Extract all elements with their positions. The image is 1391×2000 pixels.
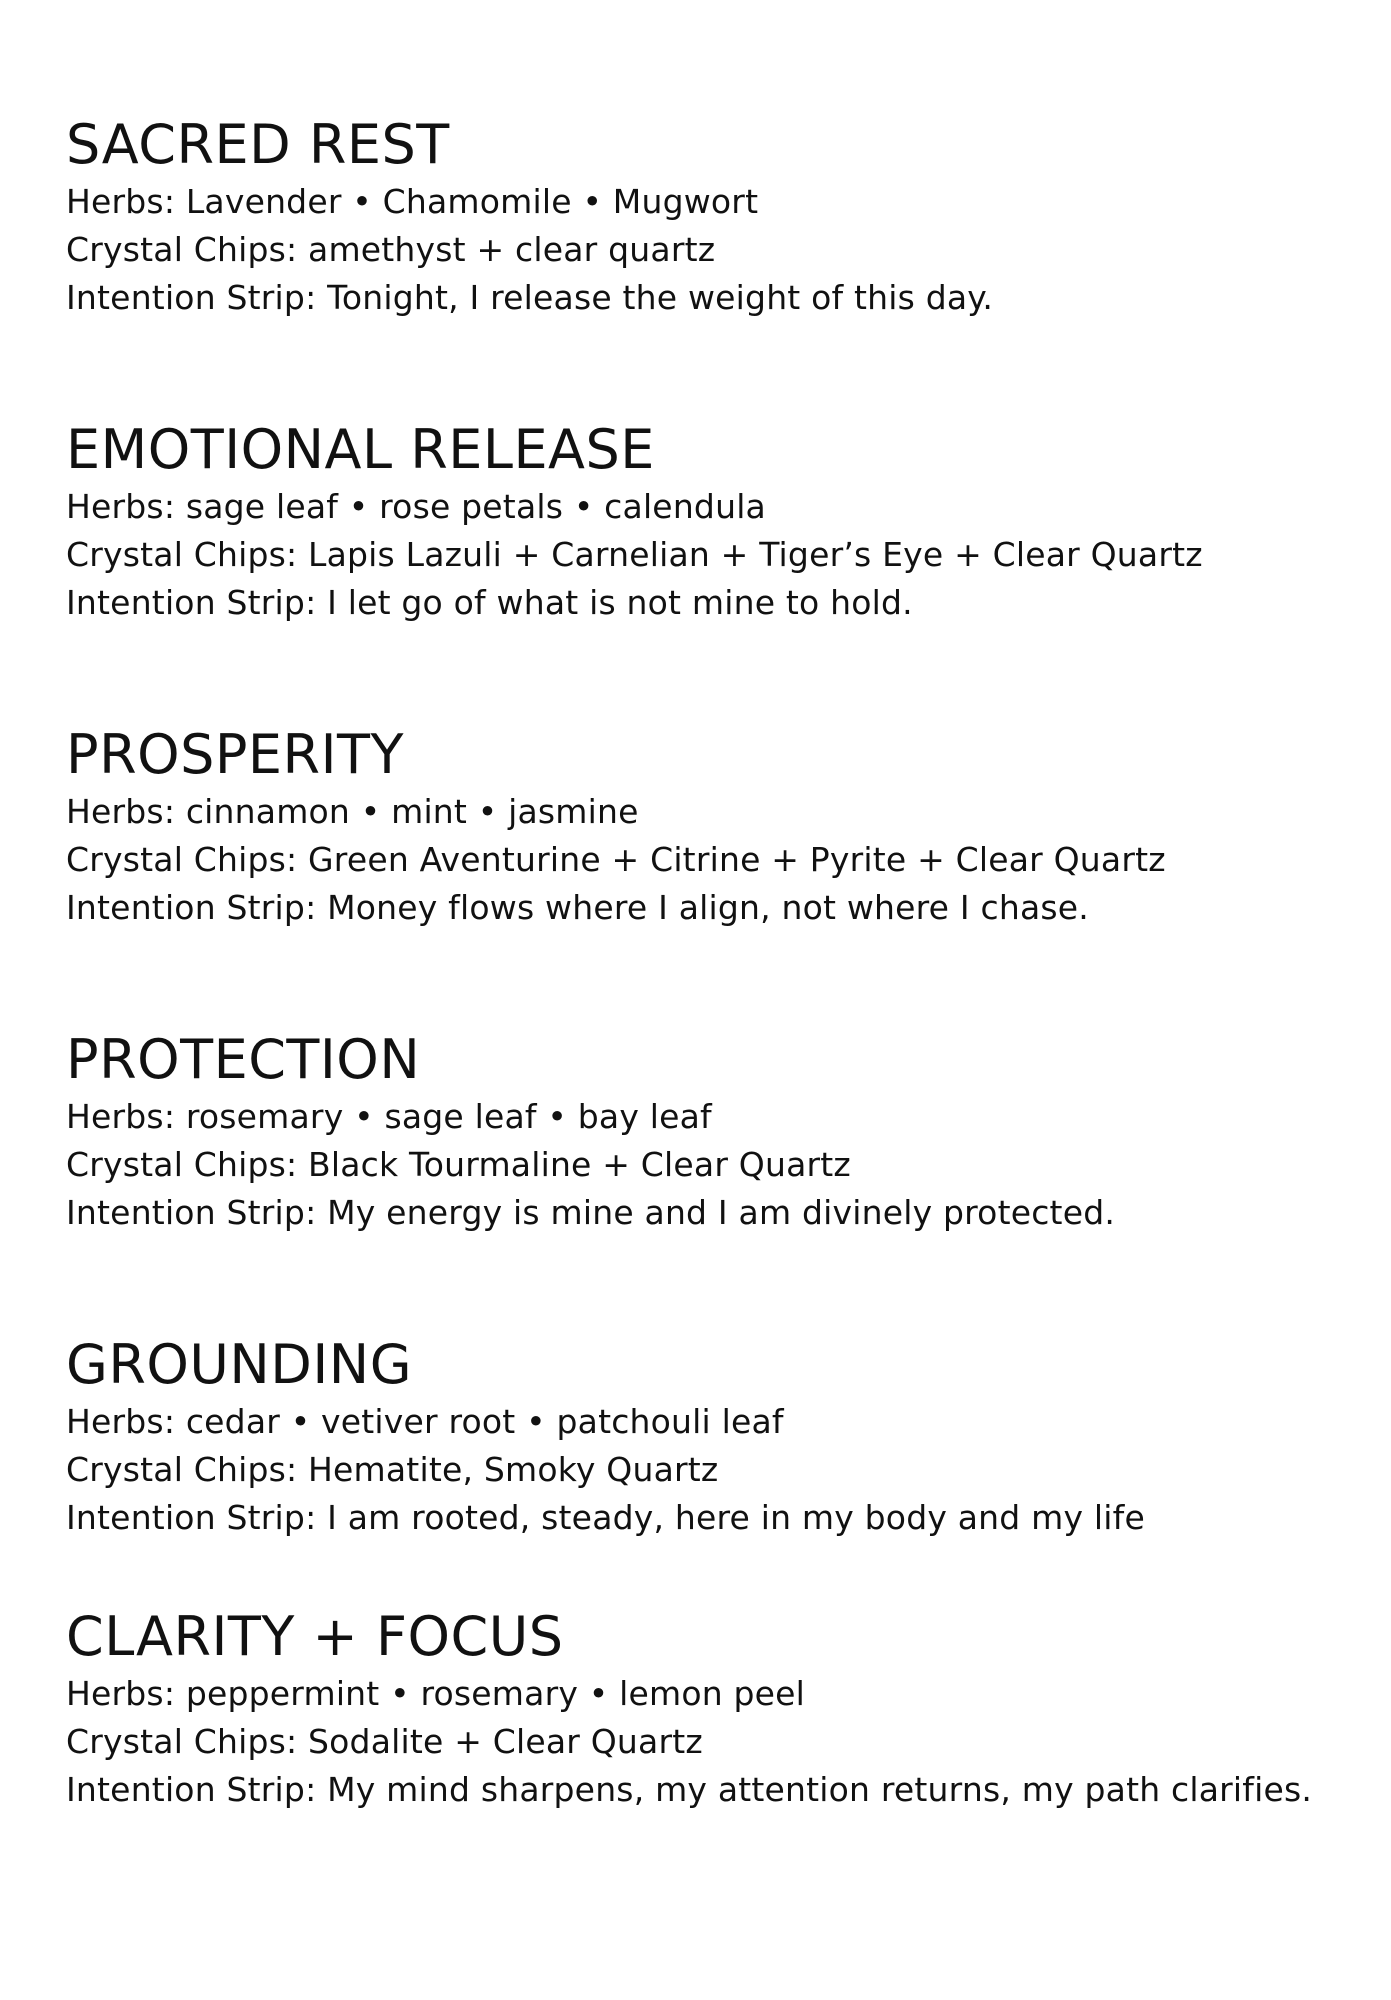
herbs-line: Herbs: cedar • vetiver root • patchouli leaf	[66, 1402, 784, 1441]
intention-strip-line: Intention Strip: I let go of what is not mine to hold.	[66, 583, 913, 622]
section-prosperity	[66, 722, 1366, 932]
section-title: SACRED REST	[66, 113, 450, 176]
herbs-line: Herbs: rosemary • sage leaf • bay leaf	[66, 1097, 712, 1136]
crystal-chips-line: Crystal Chips: amethyst + clear quartz	[66, 230, 716, 269]
intention-strip-line: Intention Strip: Tonight, I release the weight of this day.	[66, 278, 994, 317]
herbs-line: Herbs: peppermint • rosemary • lemon peel	[66, 1674, 806, 1713]
crystal-chips-line: Crystal Chips: Green Aventurine + Citrine + Pyrite + Clear Quartz	[66, 840, 1166, 879]
crystal-chips-line: Crystal Chips: Black Tourmaline + Clear Quartz	[66, 1145, 851, 1184]
intention-strip-line: Intention Strip: Money flows where I align, not where I chase.	[66, 888, 1089, 927]
section-title: EMOTIONAL RELEASE	[66, 418, 655, 481]
section-grounding	[66, 1332, 1366, 1542]
crystal-chips-line: Crystal Chips: Hematite, Smoky Quartz	[66, 1450, 719, 1489]
section-protection	[66, 1027, 1366, 1237]
herbs-line: Herbs: Lavender • Chamomile • Mugwort	[66, 182, 759, 221]
intention-strip-line: Intention Strip: My energy is mine and I am divinely protected.	[66, 1193, 1116, 1232]
section-title: PROSPERITY	[66, 723, 404, 786]
intention-strip-line: Intention Strip: I am rooted, steady, here in my body and my life	[66, 1498, 1145, 1537]
intention-strip-line: Intention Strip: My mind sharpens, my attention returns, my path clarifies.	[66, 1770, 1313, 1809]
herbs-line: Herbs: sage leaf • rose petals • calendula	[66, 487, 766, 526]
section-emotional-release	[66, 417, 1366, 627]
section-title: PROTECTION	[66, 1028, 421, 1091]
section-title: CLARITY + FOCUS	[66, 1605, 564, 1668]
section-clarity-focus	[66, 1604, 1366, 1814]
crystal-chips-line: Crystal Chips: Sodalite + Clear Quartz	[66, 1722, 703, 1761]
section-sacred-rest	[66, 112, 1366, 322]
crystal-chips-line: Crystal Chips: Lapis Lazuli + Carnelian + Tiger’s Eye + Clear Quartz	[66, 535, 1203, 574]
section-title: GROUNDING	[66, 1333, 413, 1396]
herbs-line: Herbs: cinnamon • mint • jasmine	[66, 792, 639, 831]
